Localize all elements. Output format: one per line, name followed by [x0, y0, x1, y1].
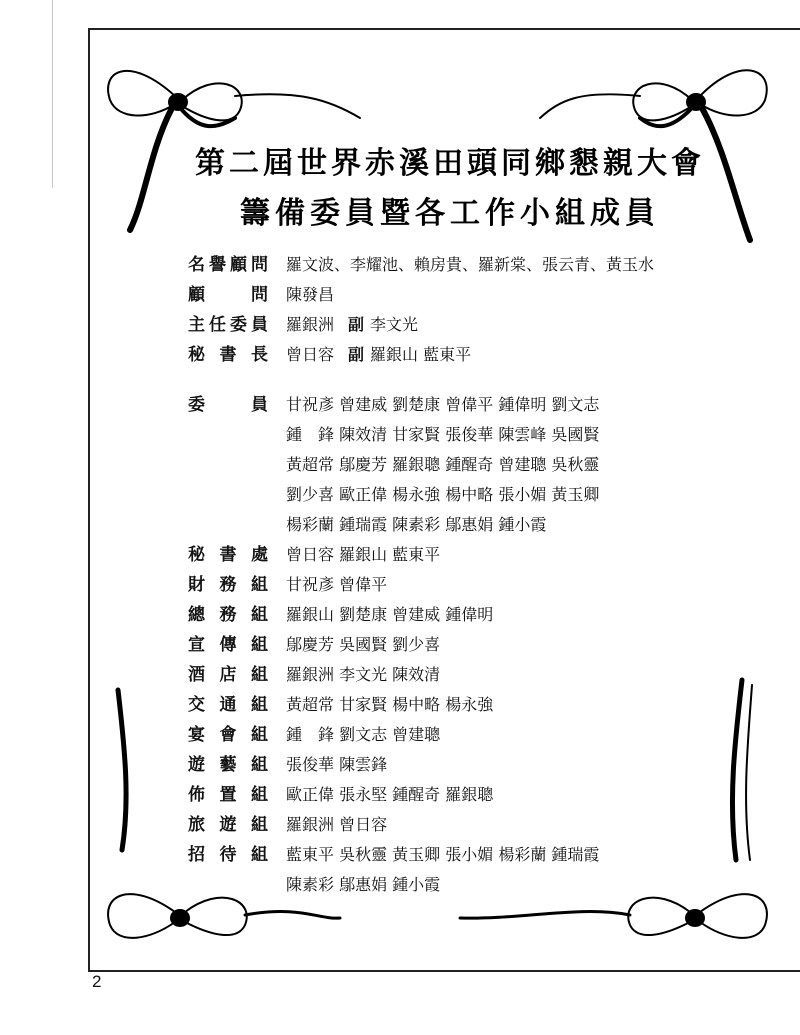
- role-label: 秘書處: [188, 545, 268, 565]
- member-names: 羅銀洲 曾日容: [286, 815, 388, 834]
- roster-row-committee-cont: [188, 420, 708, 450]
- role-label: 旅遊組: [188, 815, 268, 835]
- member-names: 陳素彩 鄔惠娟 鍾小霞: [286, 875, 441, 894]
- roster-row-reception-cont: [188, 870, 708, 900]
- member-names: [286, 310, 708, 340]
- roster-row-tour: [188, 810, 708, 840]
- role-label: 佈置組: [188, 785, 268, 805]
- roster-row-banquet: [188, 720, 708, 750]
- member-names: 鍾 鋒 劉文志 曾建聰: [286, 725, 441, 744]
- role-label: 委 員: [188, 395, 268, 415]
- member-names: 黃超常 甘家賢 楊中略 楊永強: [286, 695, 494, 714]
- roster-row-entertainment: [188, 750, 708, 780]
- roster-row-decoration: [188, 780, 708, 810]
- member-names: 歐正偉 張永堅 鍾醒奇 羅銀聰: [286, 785, 494, 804]
- role-label: 招待組: [188, 845, 268, 865]
- deputy-label: 副: [348, 315, 365, 334]
- roster-row-transport: [188, 690, 708, 720]
- member-name: 羅銀洲: [286, 315, 335, 334]
- roster-row-committee-cont: [188, 510, 708, 540]
- role-label: 名譽顧問: [188, 255, 268, 275]
- member-names: 劉少喜 歐正偉 楊永強 楊中略 張小媚 黃玉卿: [286, 485, 600, 504]
- member-names: [286, 340, 708, 370]
- page-number: 2: [92, 972, 102, 991]
- roster-row-reception: [188, 840, 708, 870]
- member-names: 楊彩蘭 鍾瑞霞 陳素彩 鄔惠娟 鍾小霞: [286, 515, 547, 534]
- roster-row-general-affairs: [188, 600, 708, 630]
- roster-row-secretariat: [188, 540, 708, 570]
- role-label: 顧 問: [188, 285, 268, 305]
- roster-row-advisor: [188, 280, 708, 310]
- roster-row-committee-cont: [188, 450, 708, 480]
- member-names: 鍾 鋒 陳效清 甘家賢 張俊華 陳雲峰 吳國賢: [286, 425, 600, 444]
- member-names: 鄔慶芳 吳國賢 劉少喜: [286, 635, 441, 654]
- roster-row-hotel: [188, 660, 708, 690]
- deputy-name: 李文光: [370, 315, 419, 334]
- role-label: 總務組: [188, 605, 268, 625]
- roster-row-chair: [188, 310, 708, 340]
- roster-row-committee-cont: [188, 480, 708, 510]
- member-names: 羅銀洲 李文光 陳效清: [286, 665, 441, 684]
- member-names: 羅文波、李耀池、賴房貴、羅新棠、張云青、黃玉水: [286, 255, 655, 274]
- role-label: 主任委員: [188, 315, 268, 335]
- roster-row-committee: [188, 390, 708, 420]
- page-subtitle: 籌備委員暨各工作小組成員: [240, 196, 660, 231]
- page-title: 第二屆世界赤溪田頭同鄉懇親大會: [195, 146, 705, 181]
- role-label: 酒店組: [188, 665, 268, 685]
- role-label: 財務組: [188, 575, 268, 595]
- roster-row-finance: [188, 570, 708, 600]
- role-label: 秘書長: [188, 345, 268, 365]
- roster-row-honorary: [188, 250, 708, 280]
- roster-row-secretary-general: [188, 340, 708, 370]
- role-label: 交通組: [188, 695, 268, 715]
- member-names: 陳發昌: [286, 285, 335, 304]
- member-name: 曾日容: [286, 345, 335, 364]
- member-names: 曾日容 羅銀山 藍東平: [286, 545, 441, 564]
- member-names: 張俊華 陳雲鋒: [286, 755, 388, 774]
- deputy-label: 副: [348, 345, 365, 364]
- role-label: 宴會組: [188, 725, 268, 745]
- member-names: 藍東平 吳秋靈 黃玉卿 張小媚 楊彩蘭 鍾瑞霞: [286, 845, 600, 864]
- role-label: 遊藝組: [188, 755, 268, 775]
- member-names: 甘祝彥 曾建威 劉楚康 曾偉平 鍾偉明 劉文志: [286, 395, 600, 414]
- member-names: 羅銀山 劉楚康 曾建威 鍾偉明: [286, 605, 494, 624]
- member-names: 黃超常 鄔慶芳 羅銀聰 鍾醒奇 曾建聰 吳秋靈: [286, 455, 600, 474]
- role-label: 宣傳組: [188, 635, 268, 655]
- member-names: 甘祝彥 曾偉平: [286, 575, 388, 594]
- deputy-name: 羅銀山 藍東平: [370, 345, 472, 364]
- page-edge-line: [52, 0, 53, 188]
- roster-list: [188, 250, 708, 900]
- roster-row-publicity: [188, 630, 708, 660]
